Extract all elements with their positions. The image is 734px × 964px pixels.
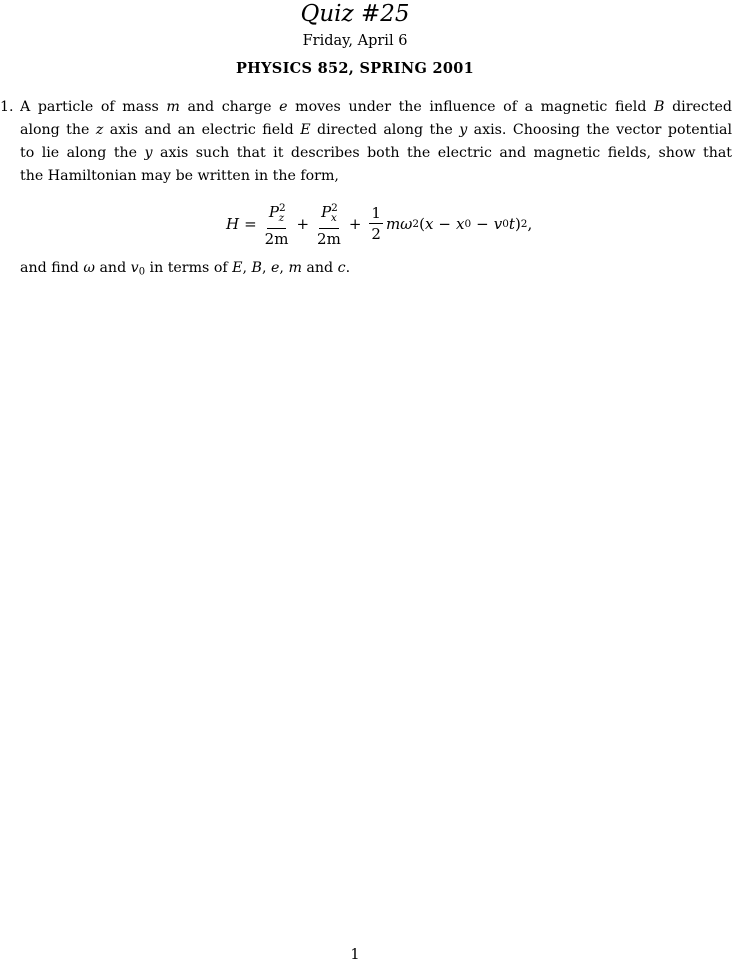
text-span: directed along the (310, 122, 460, 138)
fraction-denominator (265, 229, 289, 248)
math-var-B: B (251, 260, 262, 276)
problem-number: 1. (0, 99, 14, 115)
math-subscript: 0 (464, 218, 472, 230)
quiz-date: Friday, April 6 (302, 33, 408, 49)
math-subscript: z (278, 211, 285, 224)
paren-close: ) (514, 215, 521, 233)
math-var-P: P (321, 203, 332, 222)
hamiltonian-equation (0, 200, 734, 248)
math-superscript: 2 (331, 202, 338, 215)
math-var-y: y (459, 122, 468, 138)
math-var-z: z (95, 122, 104, 138)
minus-sign: − (476, 215, 489, 233)
text-span: axis. Choosing the vector potential (467, 122, 732, 138)
text-span: and (94, 260, 131, 276)
problem-line-1 (20, 96, 732, 119)
math-var-omega: ω (400, 215, 413, 233)
math-den: 2m (317, 229, 341, 248)
text-span: A particle of mass (20, 99, 167, 115)
text-span: moves under the influence of a magnetic field (287, 99, 655, 115)
math-superscript: 2 (520, 218, 528, 230)
text-span: . (345, 260, 351, 276)
math-var-e: e (279, 99, 288, 115)
text-span: along the (20, 122, 96, 138)
equation-row (226, 200, 532, 248)
math-superscript: 2 (278, 202, 286, 215)
text-span: to lie along the (20, 145, 145, 161)
math-subscript: 0 (502, 218, 509, 230)
problem-line-4: the Hamiltonian may be written in the form, (20, 168, 339, 184)
fraction-half (369, 205, 383, 243)
text-span: , (261, 260, 271, 276)
problem-line-2 (20, 119, 732, 142)
math-var-c: c (337, 260, 346, 276)
text-span: , (279, 260, 289, 276)
math-var-E: E (300, 122, 311, 138)
quiz-title: Quiz #25 (300, 1, 410, 27)
math-subscript: x (330, 211, 337, 224)
math-var-v: v (130, 260, 139, 276)
plus-sign: + (296, 215, 310, 233)
math-var-v: v (493, 215, 503, 233)
math-var-H: H (226, 215, 240, 233)
math-var-omega: ω (83, 260, 95, 276)
text-span: in terms of (145, 260, 233, 276)
text-span: and charge (179, 99, 280, 115)
math-var-m: m (288, 260, 302, 276)
fraction-pz (265, 200, 289, 247)
math-subscript: 0 (138, 266, 146, 278)
math-var-t: t (508, 215, 515, 233)
math-var-m: m (385, 215, 401, 233)
equation-comma: , (527, 215, 533, 233)
fraction-denominator (317, 229, 341, 248)
problem-line-3 (20, 142, 732, 165)
math-var-B: B (654, 99, 665, 115)
math-den: 2m (264, 229, 289, 248)
math-var-x: x (424, 215, 434, 233)
text-span: and find (20, 260, 84, 276)
minus-sign: − (438, 215, 451, 233)
fraction-numerator: 1 (371, 204, 381, 222)
math-var-y: y (144, 145, 153, 161)
math-var-E: E (232, 260, 243, 276)
math-var-x: x (456, 215, 465, 233)
course-heading: PHYSICS 852, SPRING 2001 (235, 60, 475, 77)
text-span: axis such that it describes both the electric and magnetic fields, show that (152, 145, 732, 161)
text-span: axis and an electric field (103, 122, 301, 138)
fraction-px (317, 200, 341, 247)
math-var-P: P (268, 203, 279, 222)
fraction-denominator: 2 (371, 225, 381, 243)
math-superscript: 2 (412, 218, 420, 230)
problem-line-5 (20, 257, 732, 283)
math-var-e: e (271, 260, 280, 276)
equals-sign: = (244, 215, 257, 233)
page-number: 1 (350, 947, 360, 963)
plus-sign: + (348, 215, 362, 233)
text-span: , (242, 260, 252, 276)
math-var-m: m (166, 99, 180, 115)
fraction-numerator (319, 200, 339, 228)
text-span: and (301, 260, 338, 276)
paren-open: ( (419, 215, 425, 233)
text-span: directed (664, 99, 732, 115)
fraction-numerator (267, 200, 286, 228)
